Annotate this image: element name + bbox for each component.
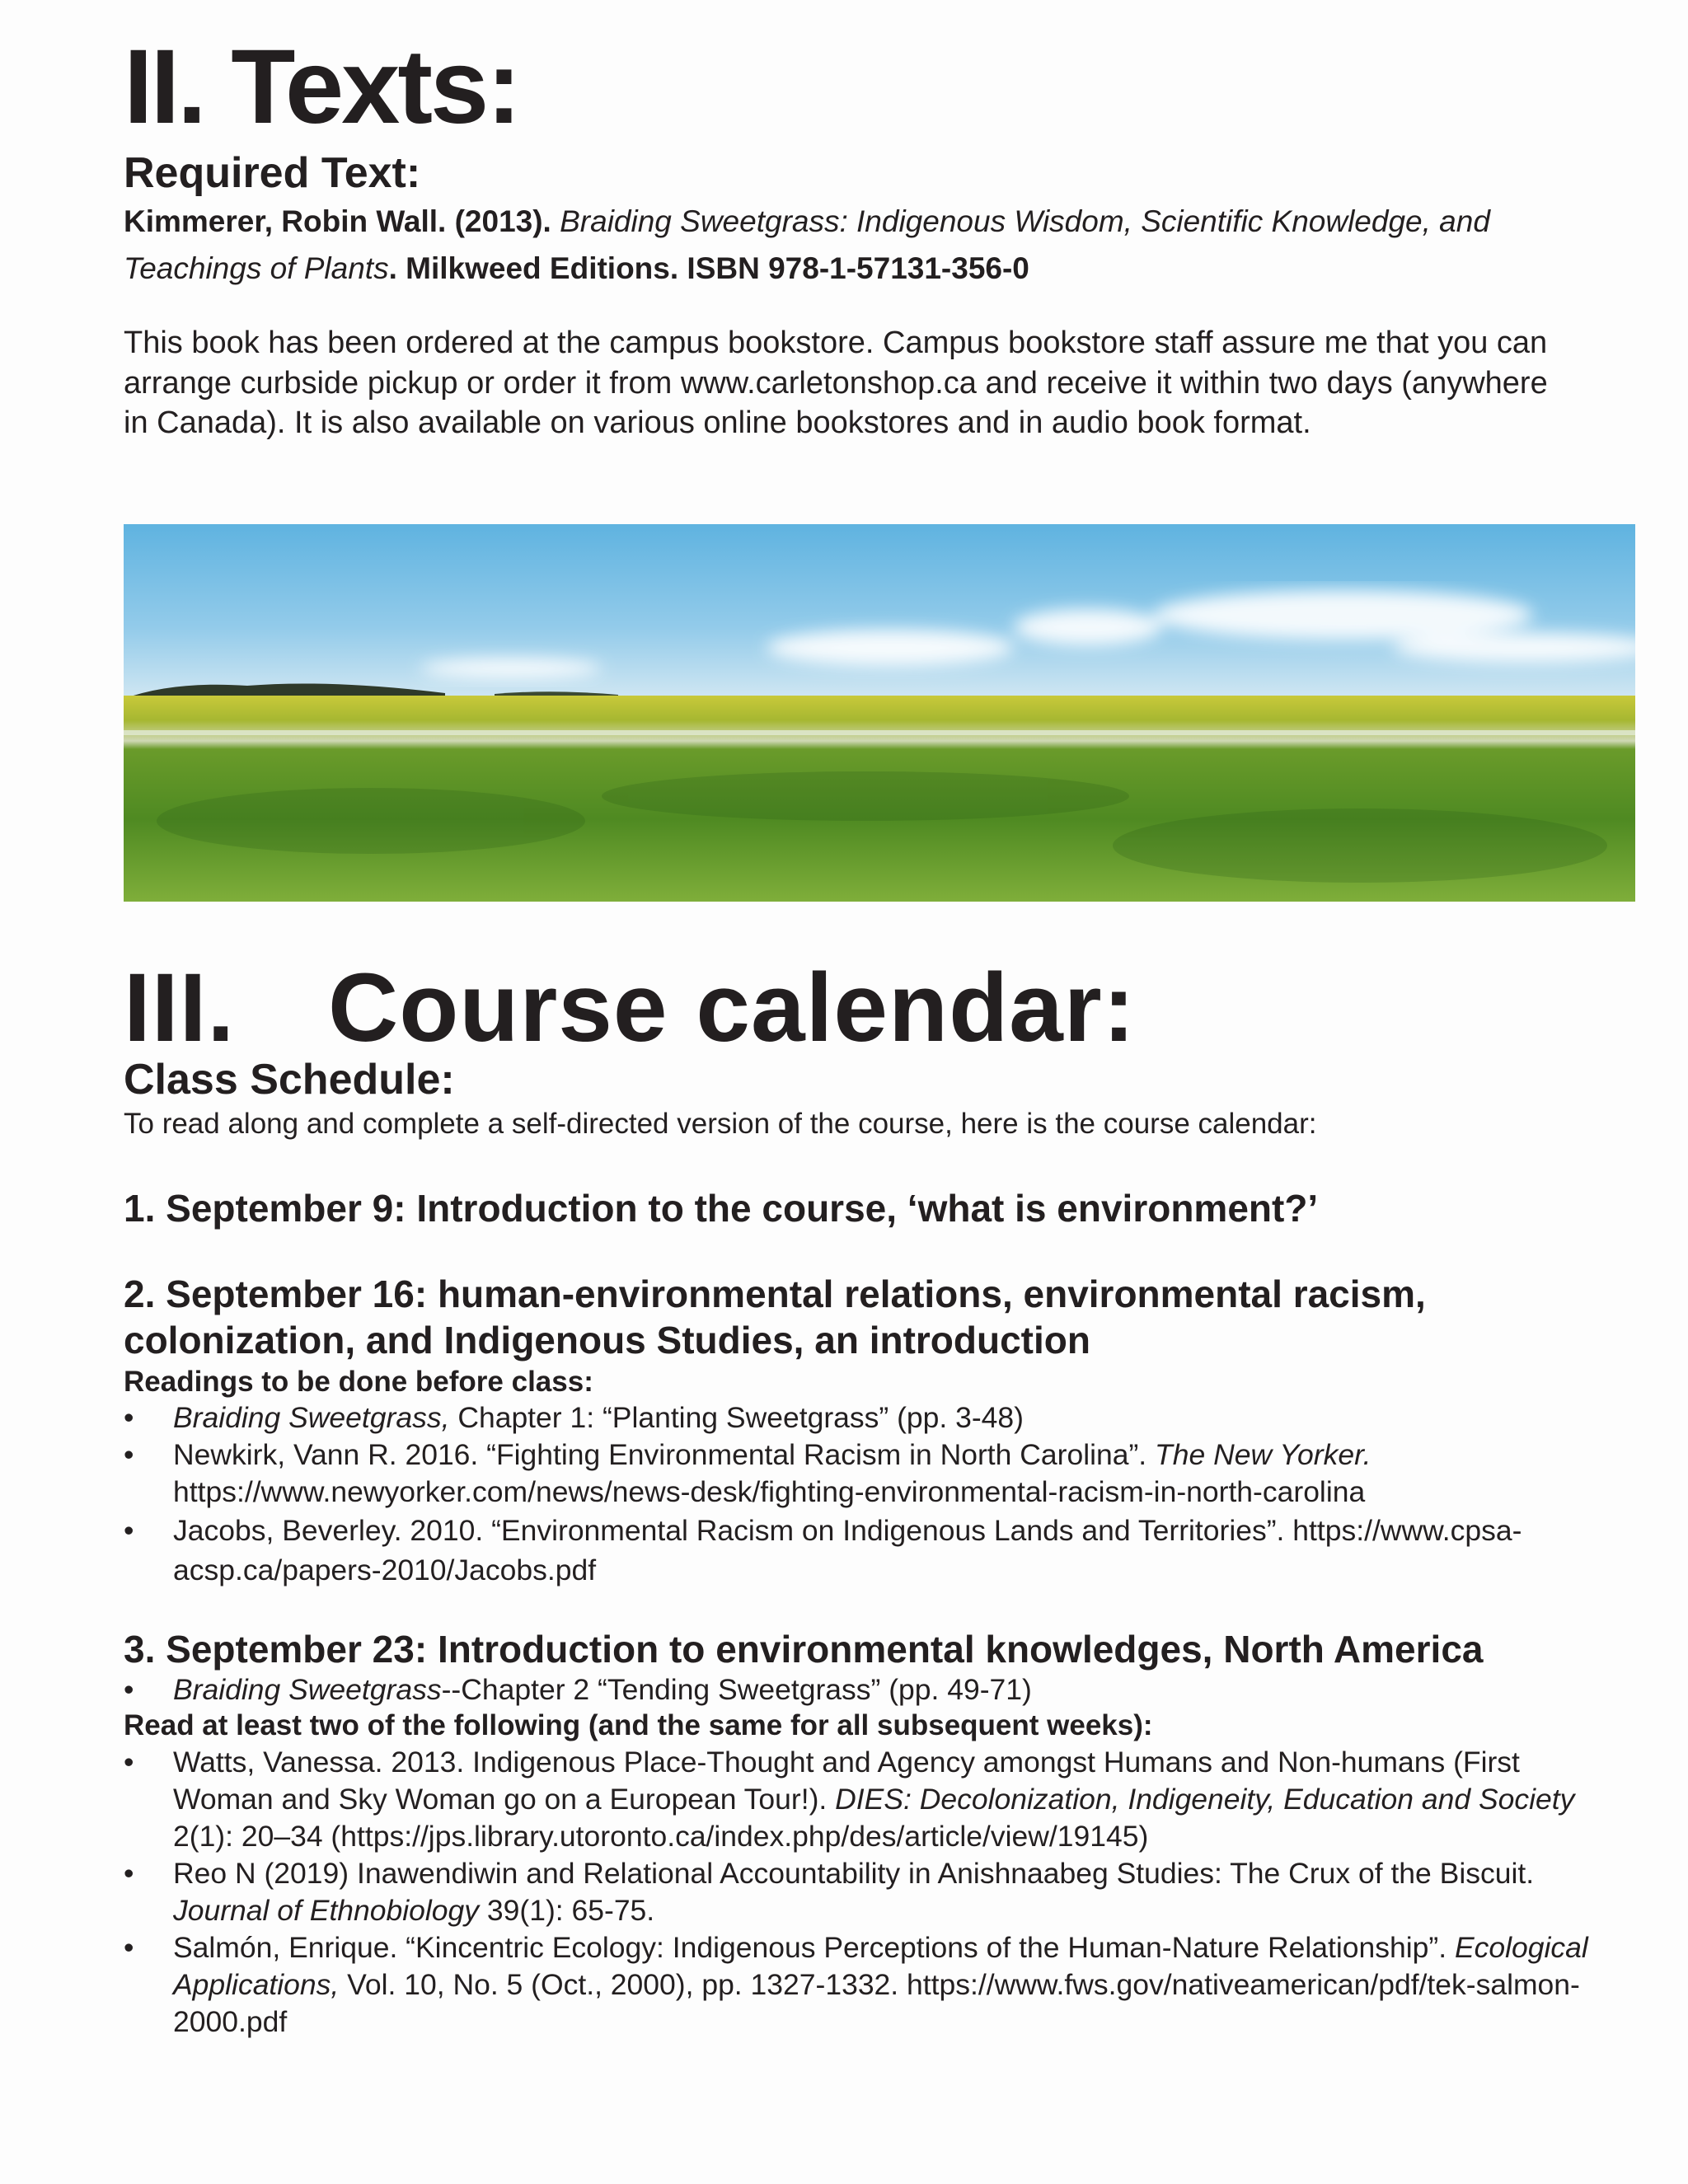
- list-item: • Braiding Sweetgrass--Chapter 2 “Tending Sweetgrass” (pp. 49-71): [124, 1671, 1607, 1708]
- citation-title: Braiding Sweetgrass: Indigenous Wisdom, Scientific Knowledge, and Teachings of Plants: [124, 204, 1490, 285]
- week-2-readings-label: Readings to be done before class:: [124, 1366, 593, 1398]
- citation-publisher: . Milkweed Editions. ISBN 978-1-57131-356-0: [388, 251, 1029, 285]
- week-3-reading-list: [124, 1744, 1607, 2041]
- class-schedule-heading: Class Schedule:: [124, 1056, 455, 1104]
- week-1-heading: 1. September 9: Introduction to the course, ‘what is environment?’: [124, 1187, 1319, 1230]
- list-item: • Salmón, Enrique. “Kincentric Ecology: Indigenous Perceptions of the Human-Nature Relationship”. Ecological Applications, Vol. 10, No. 5 (Oct., 2000), pp. 1327-1332. https://www.fws.gov/nativeamerican/pdf/tek-salmon-2000.pdf: [124, 1929, 1607, 2041]
- required-text-citation: [124, 198, 1574, 292]
- bookstore-paragraph: This book has been ordered at the campus bookstore. Campus bookstore staff assure me that you can arrange curbside pickup or order it from www.carletonshop.ca and receive it within two days (anywhere in Canada). It is also available on various online bookstores and in audio book format.: [124, 326, 1548, 440]
- prairie-landscape-image: [124, 524, 1635, 902]
- week-3-heading: 3. September 23: Introduction to environmental knowledges, North America: [124, 1628, 1484, 1671]
- week-2-heading: 2. September 16: human-environmental relations, environmental racism, colonization, and Indigenous Studies, an introduction: [124, 1272, 1426, 1361]
- week-3-required-reading: [124, 1671, 1607, 1708]
- section-heading-texts: II. Texts:: [124, 28, 519, 146]
- calendar-intro: To read along and complete a self-directed version of the course, here is the course calendar:: [124, 1108, 1317, 1140]
- required-text-heading: Required Text:: [124, 149, 421, 197]
- list-item: • Jacobs, Beverley. 2010. “Environmental Racism on Indigenous Lands and Territories”. https://www.cpsa-acsp.ca/papers-2010/Jacobs.pdf: [124, 1511, 1607, 1590]
- section-title: Course calendar:: [328, 954, 1136, 1062]
- list-item: • Reo N (2019) Inawendiwin and Relational Accountability in Anishnaabeg Studies: The Crux of the Biscuit. Journal of Ethnobiology 39(1): 65-75.: [124, 1855, 1607, 1929]
- section-heading-course-calendar: [124, 954, 1136, 1062]
- week-3-readings-label: Read at least two of the following (and the same for all subsequent weeks):: [124, 1709, 1153, 1741]
- week-2-reading-list: [124, 1399, 1607, 1590]
- list-item: • Newkirk, Vann R. 2016. “Fighting Environmental Racism in North Carolina”. The New Yorker. https://www.newyorker.com/news/news-desk/fighting-environmental-racism-in-north-carolina: [124, 1436, 1607, 1511]
- list-item: • Braiding Sweetgrass, Chapter 1: “Planting Sweetgrass” (pp. 3-48): [124, 1399, 1607, 1436]
- section-number: III.: [124, 954, 236, 1062]
- list-item: • Watts, Vanessa. 2013. Indigenous Place-Thought and Agency amongst Humans and Non-humans (First Woman and Sky Woman go on a European Tour!). DIES: Decolonization, Indigeneity, Education and Society 2(1): 20–34 (https://jps.library.utoronto.ca/index.php/des/article/view/19145): [124, 1744, 1607, 1855]
- citation-author-year: Kimmerer, Robin Wall. (2013).: [124, 204, 551, 238]
